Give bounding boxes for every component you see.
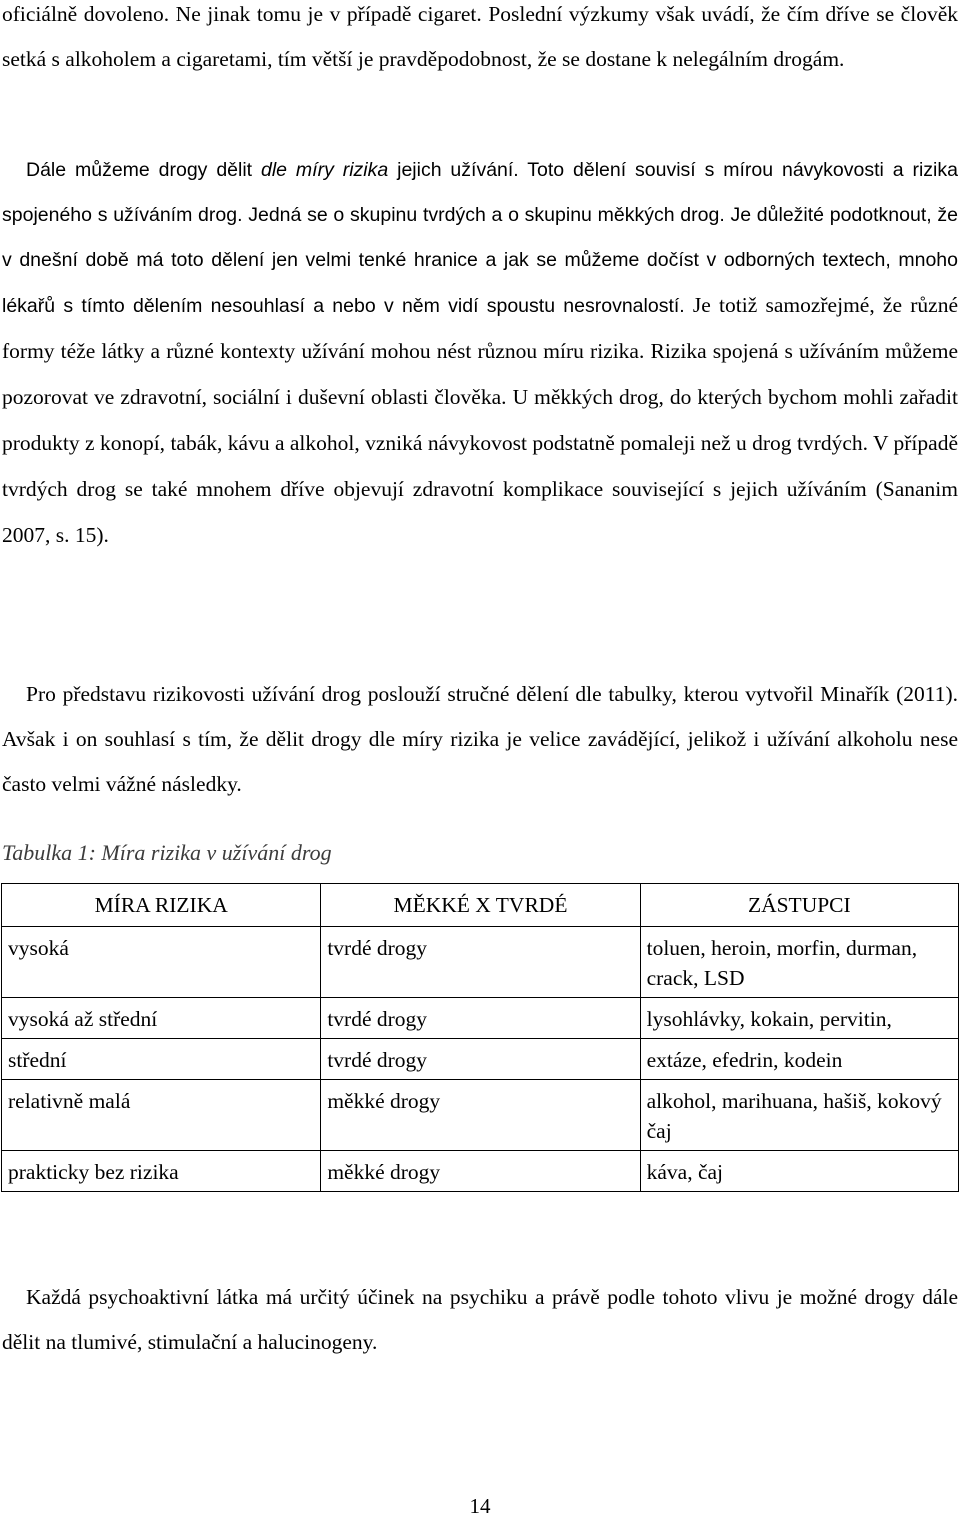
table-cell: extáze, efedrin, kodein xyxy=(640,1039,958,1080)
table-cell: střední xyxy=(2,1039,321,1080)
table-cell: tvrdé drogy xyxy=(321,998,640,1039)
paragraph-risk-text-c: jejich užívání. Toto dělení souvisí s mírou návykovosti a rizika spojeného s užíváním drog. Jedná se o skupinu tvrdých a o skupinu měkkých drog. Je důležité podotknout, že v dnešní době má toto dělení jen velmi tenké hranice a jak se můžeme dočíst v odborných textech, mnoho lékařů s tímto dělením nesouhlasí a nebo v něm vidí spoustu nesrovnalostí. xyxy=(2,159,958,317)
paragraph-risk-emphasis: dle míry rizika xyxy=(261,159,389,181)
table-cell: káva, čaj xyxy=(640,1151,958,1192)
table-cell: toluen, heroin, morfin, durman, crack, LSD xyxy=(640,927,958,998)
table-caption: Tabulka 1: Míra rizika v užívání drog xyxy=(2,840,332,865)
paragraph-intro-continuation: oficiálně dovoleno. Ne jinak tomu je v případě cigaret. Poslední výzkumy však uvádí, že čím dříve se člověk setká s alkoholem a cigaretami, tím větší je pravděpodobnost, že se dostane k nelegálním drogám. xyxy=(2,2,958,71)
table-cell: alkohol, marihuana, hašiš, kokový čaj xyxy=(640,1080,958,1151)
table-row xyxy=(2,1151,959,1192)
paragraph-risk-division xyxy=(2,148,958,559)
table-row xyxy=(2,998,959,1039)
table-row xyxy=(2,1080,959,1151)
page-number: 14 xyxy=(469,1494,491,1518)
table-header-cell: MĚKKÉ X TVRDÉ xyxy=(321,884,640,927)
risk-table xyxy=(1,883,959,1192)
paragraph-psychoactive: Každá psychoaktivní látka má určitý účinek na psychiku a právě podle tohoto vlivu je možné drogy dále dělit na tlumivé, stimulační a halucinogeny. xyxy=(2,1285,958,1354)
table-cell: relativně malá xyxy=(2,1080,321,1151)
table-cell: tvrdé drogy xyxy=(321,927,640,998)
paragraph-risk-text-a: Dále můžeme drogy dělit xyxy=(26,159,261,181)
table-cell: vysoká až střední xyxy=(2,998,321,1039)
table-row xyxy=(2,1039,959,1080)
paragraph-risk-text-d: Je totiž samozřejmé, že různé formy téže látky a různé kontexty užívání mohou nést různou míru rizika. Rizika spojená s užíváním můžeme pozorovat ve zdravotní, sociální i duševní oblasti člověka. U měkkých drog, do kterých bychom mohli zařadit produkty z konopí, tabák, kávu a alkohol, vzniká návykovost podstatně pomaleji než u drog tvrdých. V případě tvrdých drog se také mnohem dříve objevují zdravotní komplikace související s jejich užíváním (Sananim 2007, s. 15). xyxy=(2,293,958,547)
paragraph-table-intro: Pro představu rizikovosti užívání drog poslouží stručné dělení dle tabulky, kterou vytvořil Minařík (2011). Avšak i on souhlasí s tím, že dělit drogy dle míry rizika je velice zavádějící, jelikož i užívání alkoholu nese často velmi vážné následky. xyxy=(2,682,958,796)
table-cell: měkké drogy xyxy=(321,1080,640,1151)
table-header-row xyxy=(2,884,959,927)
table-row xyxy=(2,927,959,998)
table-cell: prakticky bez rizika xyxy=(2,1151,321,1192)
table-cell: měkké drogy xyxy=(321,1151,640,1192)
table-header-cell: ZÁSTUPCI xyxy=(640,884,958,927)
table-cell: lysohlávky, kokain, pervitin, xyxy=(640,998,958,1039)
table-header-cell: MÍRA RIZIKA xyxy=(2,884,321,927)
table-cell: tvrdé drogy xyxy=(321,1039,640,1080)
table-cell: vysoká xyxy=(2,927,321,998)
